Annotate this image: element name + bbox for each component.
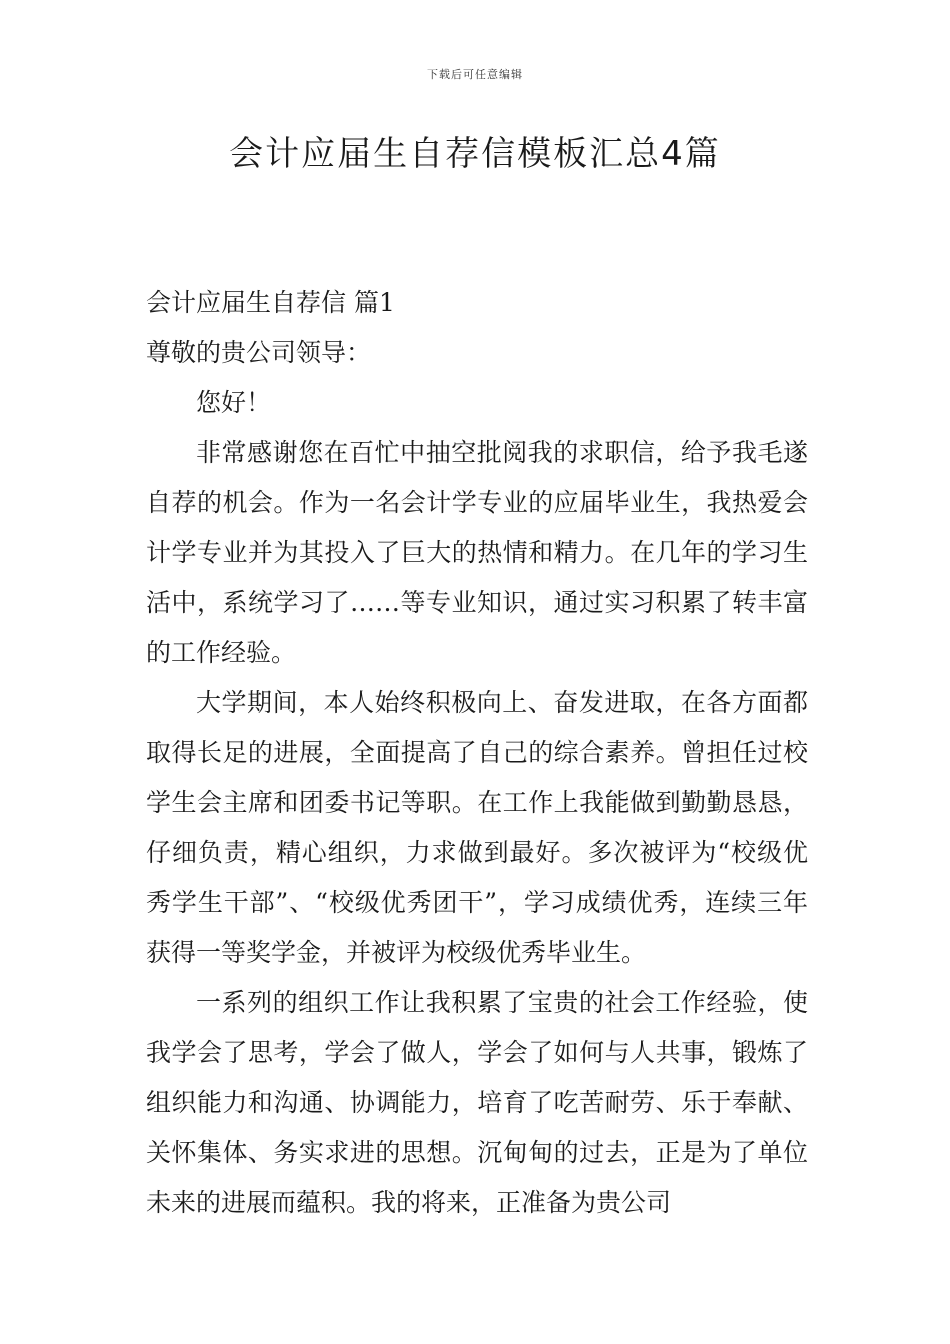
paragraph: 一系列的组织工作让我积累了宝贵的社会工作经验，使我学会了思考，学会了做人，学会了如何与人共事，锻炼了组织能力和沟通、协调能力，培育了吃苦耐劳、乐于奉献、关怀集体、务实求进的思想。沉甸甸的过去，正是为了单位未来的进展而蕴积。我的将来，正准备为贵公司	[146, 988, 808, 1217]
paragraph-greeting: 您好！	[196, 388, 272, 417]
header-note: 下载后可任意编辑	[427, 68, 523, 81]
salutation: 尊敬的贵公司领导：	[146, 338, 372, 367]
document-body	[146, 278, 808, 1228]
paragraph: 非常感谢您在百忙中抽空批阅我的求职信，给予我毛遂自荐的机会。作为一名会计学专业的应届毕业生，我热爱会计学专业并为其投入了巨大的热情和精力。在几年的学习生活中，系统学习了……等专业知识，通过实习积累了转丰富的工作经验。	[146, 438, 808, 667]
paragraph: 大学期间，本人始终积极向上、奋发进取，在各方面都取得长足的进展，全面提高了自己的综合素养。曾担任过校学生会主席和团委书记等职。在工作上我能做到勤勤恳恳，仔细负责，精心组织，力求做到最好。多次被评为“校级优秀学生干部”、“校级优秀团干”，学习成绩优秀，连续三年获得一等奖学金，并被评为校级优秀毕业生。	[146, 688, 808, 967]
document-title: 会计应届生自荐信模板汇总4篇	[229, 134, 721, 174]
section-heading: 会计应届生自荐信 篇1	[146, 288, 395, 317]
